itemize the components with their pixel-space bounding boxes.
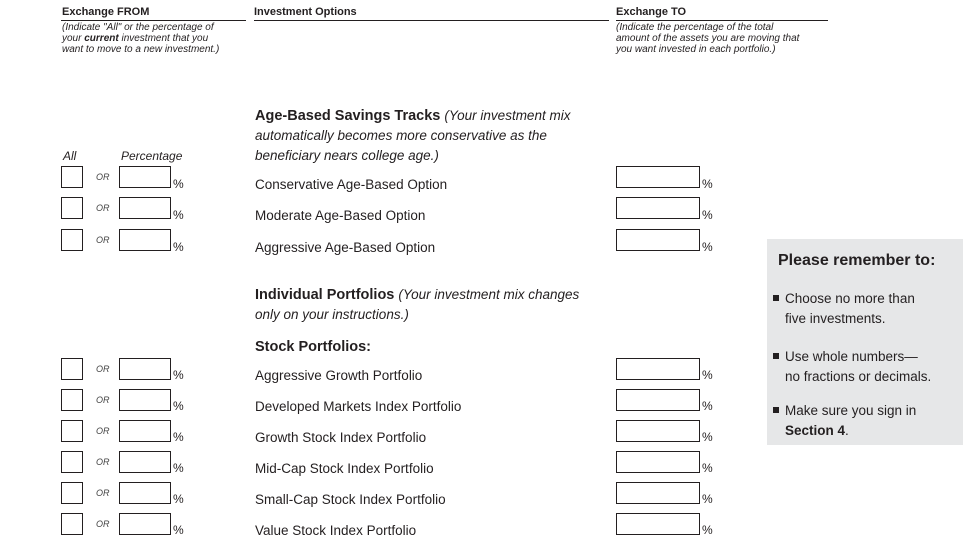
percent-sign: %	[173, 430, 184, 444]
rule-from	[61, 20, 246, 21]
all-checkbox[interactable]	[61, 166, 83, 188]
all-checkbox[interactable]	[61, 358, 83, 380]
to-percentage-field[interactable]	[616, 166, 700, 188]
header-exchange-from: Exchange FROM	[62, 6, 150, 18]
reminder-title: Please remember to:	[778, 252, 936, 269]
or-label: OR	[96, 457, 110, 467]
percent-sign: %	[702, 208, 713, 222]
or-label: OR	[96, 235, 110, 245]
option-developed-markets-index: Developed Markets Index Portfolio	[255, 399, 462, 414]
percent-sign: %	[702, 430, 713, 444]
rule-options	[254, 20, 609, 21]
from-percentage-field[interactable]	[119, 197, 171, 219]
from-percentage-field[interactable]	[119, 389, 171, 411]
to-percentage-field[interactable]	[616, 229, 700, 251]
from-percentage-field[interactable]	[119, 229, 171, 251]
reminder-panel	[767, 239, 963, 445]
or-label: OR	[96, 203, 110, 213]
all-checkbox[interactable]	[61, 482, 83, 504]
option-small-cap-stock-index: Small-Cap Stock Index Portfolio	[255, 492, 446, 507]
header-investment-options: Investment Options	[254, 6, 357, 18]
percent-sign: %	[702, 461, 713, 475]
reminder-item: Make sure you sign in Section 4.	[785, 401, 965, 441]
from-percentage-field[interactable]	[119, 451, 171, 473]
all-checkbox[interactable]	[61, 229, 83, 251]
option-conservative-age-based: Conservative Age-Based Option	[255, 177, 448, 192]
from-percentage-field[interactable]	[119, 166, 171, 188]
rule-to	[616, 20, 828, 21]
all-checkbox[interactable]	[61, 197, 83, 219]
all-checkbox[interactable]	[61, 513, 83, 535]
percent-sign: %	[702, 399, 713, 413]
percent-sign: %	[173, 399, 184, 413]
or-label: OR	[96, 488, 110, 498]
all-checkbox[interactable]	[61, 389, 83, 411]
option-growth-stock-index: Growth Stock Index Portfolio	[255, 430, 427, 445]
from-percentage-field[interactable]	[119, 358, 171, 380]
column-label-percentage: Percentage	[121, 149, 183, 163]
all-checkbox[interactable]	[61, 451, 83, 473]
from-percentage-field[interactable]	[119, 420, 171, 442]
square-bullet-icon	[773, 407, 779, 413]
or-label: OR	[96, 395, 110, 405]
note-exchange-to: (Indicate the percentage of the total amount of the assets you are moving that you want invested in each portfolio.)	[616, 22, 800, 55]
percent-sign: %	[173, 177, 184, 191]
stock-portfolios-title: Stock Portfolios:	[255, 339, 372, 355]
percent-sign: %	[173, 492, 184, 506]
from-percentage-field[interactable]	[119, 482, 171, 504]
to-percentage-field[interactable]	[616, 389, 700, 411]
option-aggressive-age-based: Aggressive Age-Based Option	[255, 240, 436, 255]
reminder-item: Choose no more than five investments.	[785, 289, 965, 329]
individual-portfolios-title: Individual Portfolios (Your investment mix changes only on your instructions.)	[255, 287, 580, 322]
reminder-item: Use whole numbers— no fractions or decimals.	[785, 347, 965, 387]
percent-sign: %	[173, 208, 184, 222]
all-checkbox[interactable]	[61, 420, 83, 442]
to-percentage-field[interactable]	[616, 451, 700, 473]
to-percentage-field[interactable]	[616, 358, 700, 380]
percent-sign: %	[173, 368, 184, 382]
square-bullet-icon	[773, 353, 779, 359]
percent-sign: %	[173, 461, 184, 475]
option-mid-cap-stock-index: Mid-Cap Stock Index Portfolio	[255, 461, 434, 476]
age-based-section-title: Age-Based Savings Tracks (Your investment mix automatically becomes more conservative as the beneficiary nears college age.)	[255, 108, 571, 163]
header-exchange-to: Exchange TO	[616, 6, 687, 18]
or-label: OR	[96, 364, 110, 374]
to-percentage-field[interactable]	[616, 197, 700, 219]
percent-sign: %	[173, 240, 184, 254]
percent-sign: %	[702, 492, 713, 506]
percent-sign: %	[173, 523, 184, 537]
column-label-all: All	[63, 149, 77, 163]
from-percentage-field[interactable]	[119, 513, 171, 535]
to-percentage-field[interactable]	[616, 513, 700, 535]
option-aggressive-growth: Aggressive Growth Portfolio	[255, 368, 423, 383]
or-label: OR	[96, 519, 110, 529]
or-label: OR	[96, 172, 110, 182]
note-exchange-from: (Indicate "All" or the percentage of your current investment that you want to move to a new investment.)	[62, 22, 220, 55]
percent-sign: %	[702, 240, 713, 254]
square-bullet-icon	[773, 295, 779, 301]
option-moderate-age-based: Moderate Age-Based Option	[255, 208, 426, 223]
percent-sign: %	[702, 177, 713, 191]
to-percentage-field[interactable]	[616, 482, 700, 504]
to-percentage-field[interactable]	[616, 420, 700, 442]
or-label: OR	[96, 426, 110, 436]
option-value-stock-index: Value Stock Index Portfolio	[255, 523, 417, 538]
percent-sign: %	[702, 368, 713, 382]
percent-sign: %	[702, 523, 713, 537]
